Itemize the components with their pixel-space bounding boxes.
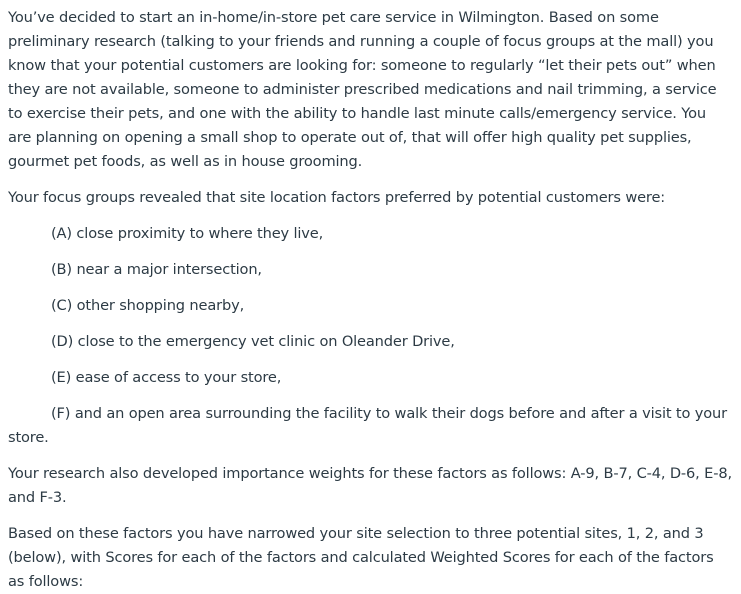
intro-paragraph: You’ve decided to start an in-home/in-store pet care service in Wilmington. Based on some preliminary research (talking to your friends and running a couple of focus groups at the mall) you know that your potential customers are looking for: someone to regularly “let their pets out” when they are not available, someone to administer prescribed medications and nail trimming, a service to exercise their pets, and one with the ability to handle last minute calls/emergency service. You are planning on opening a small shop to operate out of, that will offer high quality pet supplies, gourmet pet foods, as well as in house grooming. bbox=[8, 9, 717, 170]
factor-e: (E) ease of access to your store, bbox=[51, 369, 282, 386]
factor-d: (D) close to the emergency vet clinic on Oleander Drive, bbox=[51, 333, 455, 350]
factor-b: (B) near a major intersection, bbox=[51, 261, 262, 278]
factor-a: (A) close proximity to where they live, bbox=[51, 225, 324, 242]
weights-paragraph: Your research also developed importance weights for these factors as follows: A-9, B-7, C-4, D-6, E-8, and F-3. bbox=[8, 465, 732, 506]
factor-f: (F) and an open area surrounding the facility to walk their dogs before and after a visit to your store. bbox=[8, 405, 727, 446]
focus-groups-paragraph: Your focus groups revealed that site location factors preferred by potential customers were: bbox=[8, 189, 666, 206]
factor-c: (C) other shopping nearby, bbox=[51, 297, 245, 314]
sites-paragraph: Based on these factors you have narrowed your site selection to three potential sites, 1, 2, and 3 (below), with Scores for each of the factors and calculated Weighted Scores for each of the factors as follows: bbox=[8, 525, 714, 590]
